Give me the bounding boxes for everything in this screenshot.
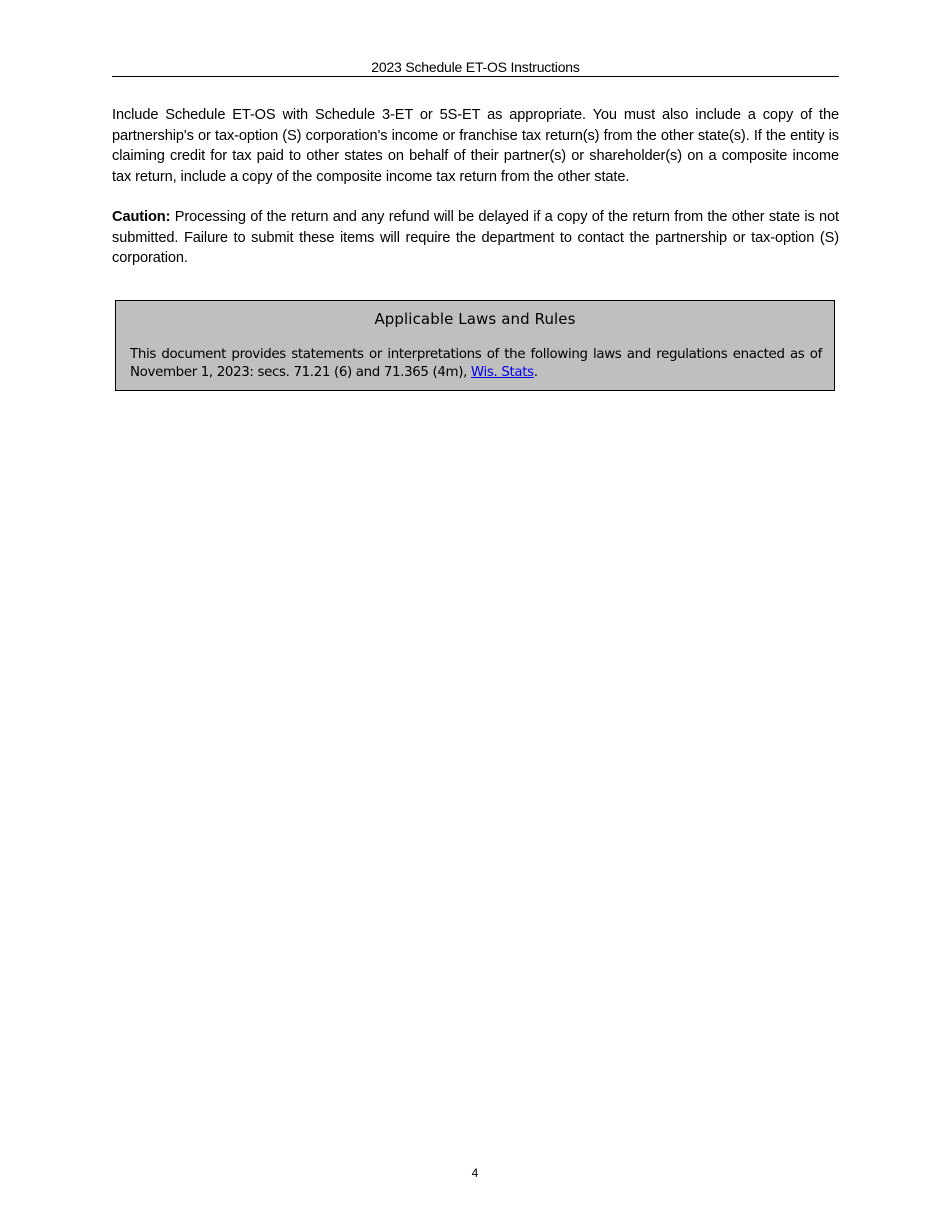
intro-paragraph: Include Schedule ET-OS with Schedule 3-ET or 5S-ET as appropriate. You must also include a copy of the partnership's or tax-option (S) corporation's income or franchise tax return(s) from the other state(s). If the entity is claiming credit for tax paid to other states on behalf of their partner(s) or shareholder(s) on a composite income tax return, include a copy of the composite income tax return from the other state. — [112, 107, 839, 186]
applicable-laws-box — [115, 300, 835, 391]
caution-paragraph — [112, 207, 839, 269]
caution-label: Caution: — [112, 209, 171, 225]
page-number: 4 — [471, 1166, 479, 1180]
caution-text: Processing of the return and any refund will be delayed if a copy of the return from the other state is not submitted. Failure to submit these items will require the department to contact the partnership or tax-option (S) corporation. — [112, 209, 839, 267]
running-header — [112, 59, 839, 77]
laws-statement: This document provides statements or interpretations of the following laws and regulations enacted as of November 1, 2023: secs. 71.21 (6) and 71.365 (4m), — [130, 347, 822, 380]
header-title: 2023 Schedule ET-OS Instructions — [371, 59, 580, 75]
wis-stats-link[interactable]: Wis. Stats — [470, 364, 534, 380]
laws-trailing-period: . — [533, 364, 538, 380]
laws-box-text — [130, 346, 822, 381]
laws-box-title: Applicable Laws and Rules — [374, 310, 576, 328]
